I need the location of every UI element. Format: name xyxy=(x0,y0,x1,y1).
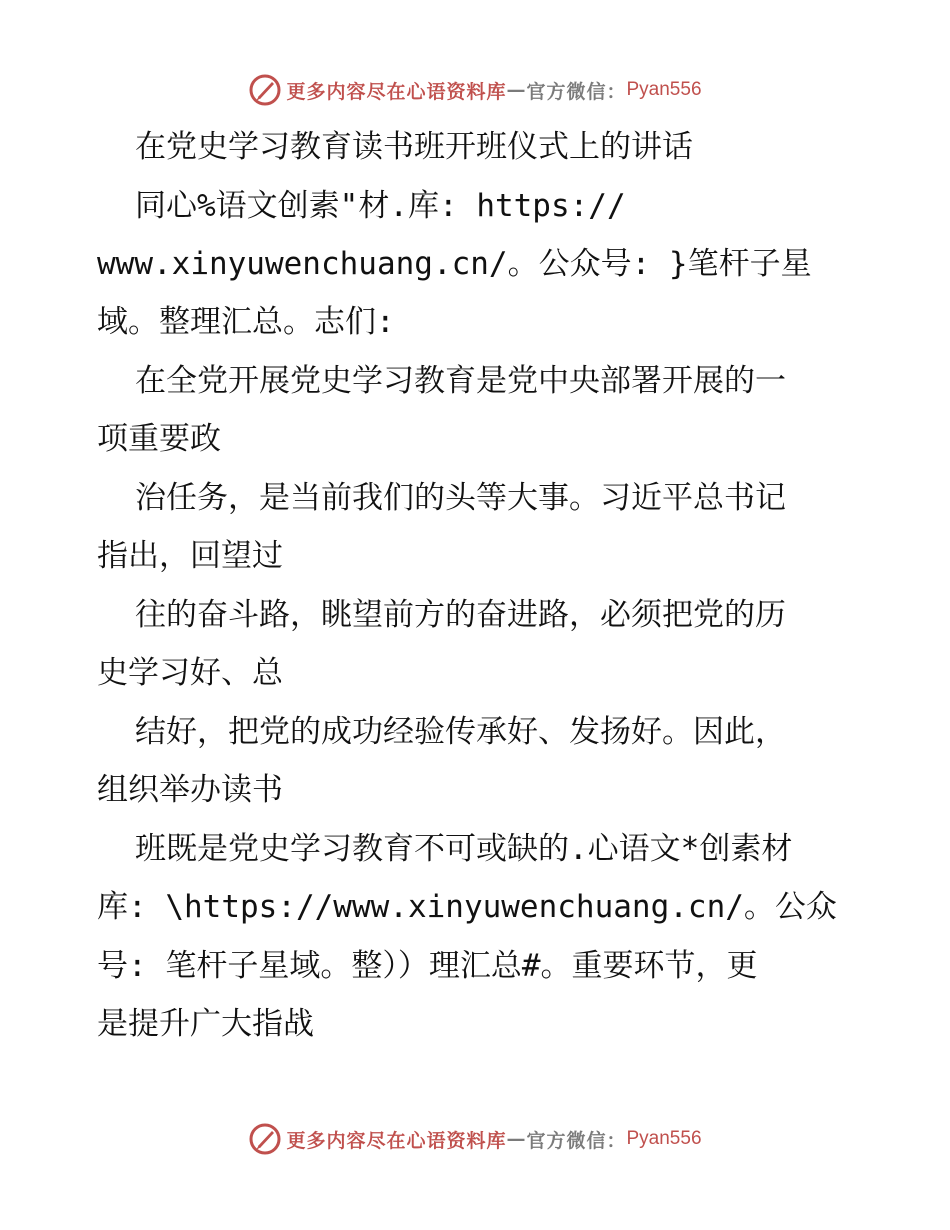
document-title: 在党史学习教育读书班开班仪式上的讲话 xyxy=(135,129,693,165)
banner-wechat-id: Pyan556 xyxy=(626,79,702,100)
text-line: 库: \https://www.xinyuwenchuang.cn/。公众 xyxy=(97,889,837,925)
text-line: www.xinyuwenchuang.cn/。公众号: }笔杆子星 xyxy=(97,246,812,282)
text-line: 史学习好、总 xyxy=(97,655,283,691)
banner-main-text: 更多内容尽在心语资料库 xyxy=(286,1129,507,1152)
text-line: 治任务，是当前我们的头等大事。习近平总书记 xyxy=(135,480,786,516)
text-line: 项重要政 xyxy=(97,421,221,457)
banner-sub-text: 官方微信： xyxy=(526,80,627,103)
text-line: 组织举办读书 xyxy=(97,772,283,808)
text-line: 同心%语文创素"材.库: https:// xyxy=(135,188,626,224)
text-line: 往的奋斗路，眺望前方的奋进路，必须把党的历 xyxy=(135,597,786,633)
footer-banner xyxy=(0,1119,950,1159)
quill-logo-icon xyxy=(248,1122,282,1156)
banner-wechat-id: Pyan556 xyxy=(626,1128,702,1149)
text-line: 班既是党史学习教育不可或缺的.心语文*创素材 xyxy=(135,831,793,867)
text-line: 是提升广大指战 xyxy=(97,1006,314,1042)
text-line: 号: 笔杆子星域。整））理汇总#。重要环节，更 xyxy=(97,948,758,984)
text-line: 域。整理汇总。志们: xyxy=(97,304,395,340)
banner-sub-text: 官方微信： xyxy=(526,1129,627,1152)
banner-main-text: 更多内容尽在心语资料库 xyxy=(286,80,507,103)
banner-dash: — xyxy=(506,1128,527,1150)
text-line: 在全党开展党史学习教育是党中央部署开展的一 xyxy=(135,363,786,399)
banner-dash: — xyxy=(506,79,527,101)
text-line: 指出，回望过 xyxy=(97,538,283,574)
text-line: 结好，把党的成功经验传承好、发扬好。因此， xyxy=(135,714,786,750)
quill-logo-icon xyxy=(248,73,282,107)
header-banner xyxy=(0,70,950,110)
